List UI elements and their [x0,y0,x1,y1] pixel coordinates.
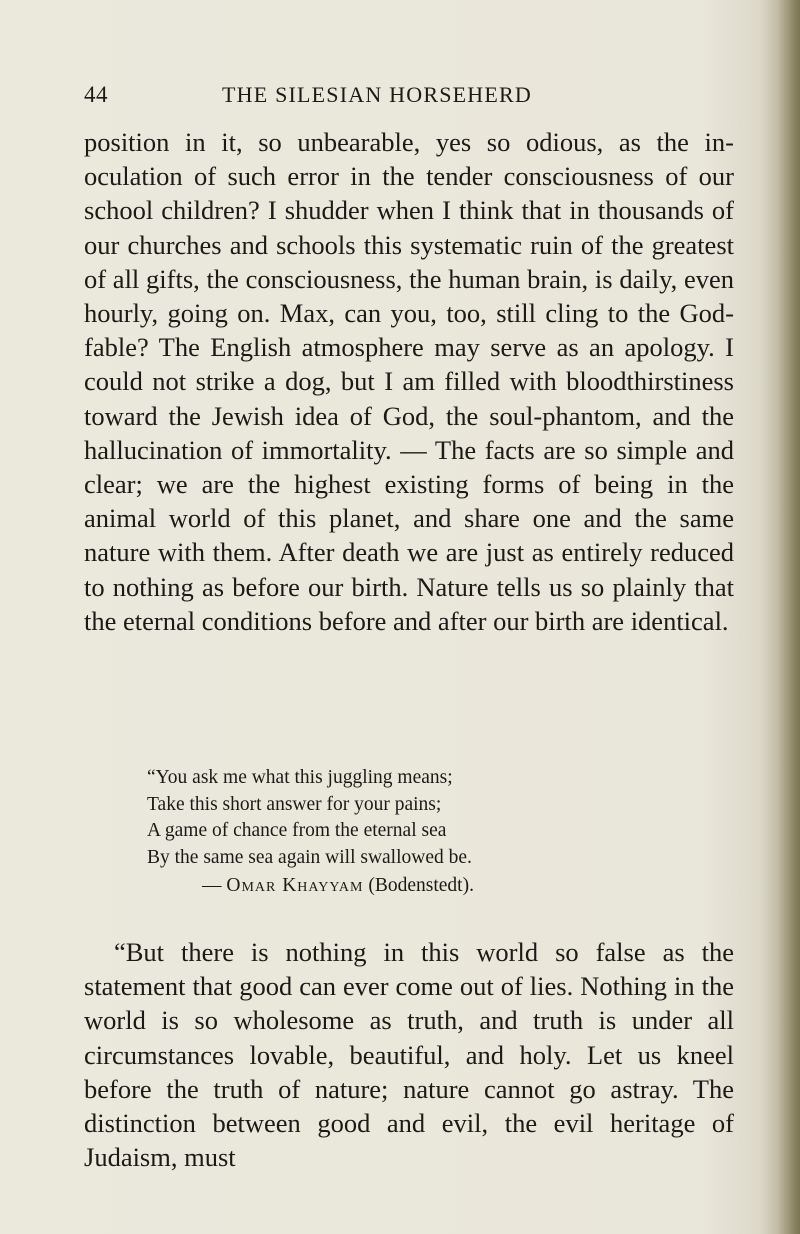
page-number: 44 [84,82,108,107]
paragraph-1: position in it, so unbearable, yes so odious, as the in-oculation of such error in the tender consciousness of our school children? I shudder when I think that in thousands of our churches and schools this systematic ruin of the greatest of all gifts, the consciousness, the human brain, is daily, even hourly, going on. Max, can you, too, still cling to the God-fable? The English atmosphere may serve as an apology. I could not strike a dog, but I am filled with bloodthirstiness toward the Jewish idea of God, the soul-phantom, and the hallucination of immortality. — The facts are so simple and clear; we are the highest existing forms of being in the animal world of this planet, and share one and the same nature with them. After death we are just as entirely reduced to nothing as before our birth. Nature tells us so plainly that the eternal conditions before and after our birth are identical. [84,127,734,636]
quoted-verse [147,765,707,900]
verse-line-3: A game of chance from the eternal sea [147,820,447,841]
verse-line-4: By the same sea again will swallowed be. [147,846,472,868]
attribution-note: (Bodenstedt). [368,875,474,896]
verse-line-1: “You ask me what this juggling means; [147,767,453,788]
verse-attribution [202,873,707,900]
second-text-block [84,935,734,1174]
paragraph-2: “But there is nothing in this world so false as the statement that good can ever come out of lies. Nothing in the world is so wholesome as truth, and truth is under all circumstances lovable, beautiful, and holy. Let us kneel before the truth of nature; nature cannot go astray. The distinction between good and evil, the evil heritage of Judaism, must [84,937,734,1173]
page-edge-shadow [778,0,800,1234]
attribution-name: Omar Khayyam [226,875,364,896]
verse-line-2: Take this short answer for your pains; [147,793,442,815]
running-head: THE SILESIAN HORSEHERD [222,82,532,107]
attribution-dash: — [202,875,222,896]
main-text-block [84,125,734,638]
page-header [84,82,734,112]
